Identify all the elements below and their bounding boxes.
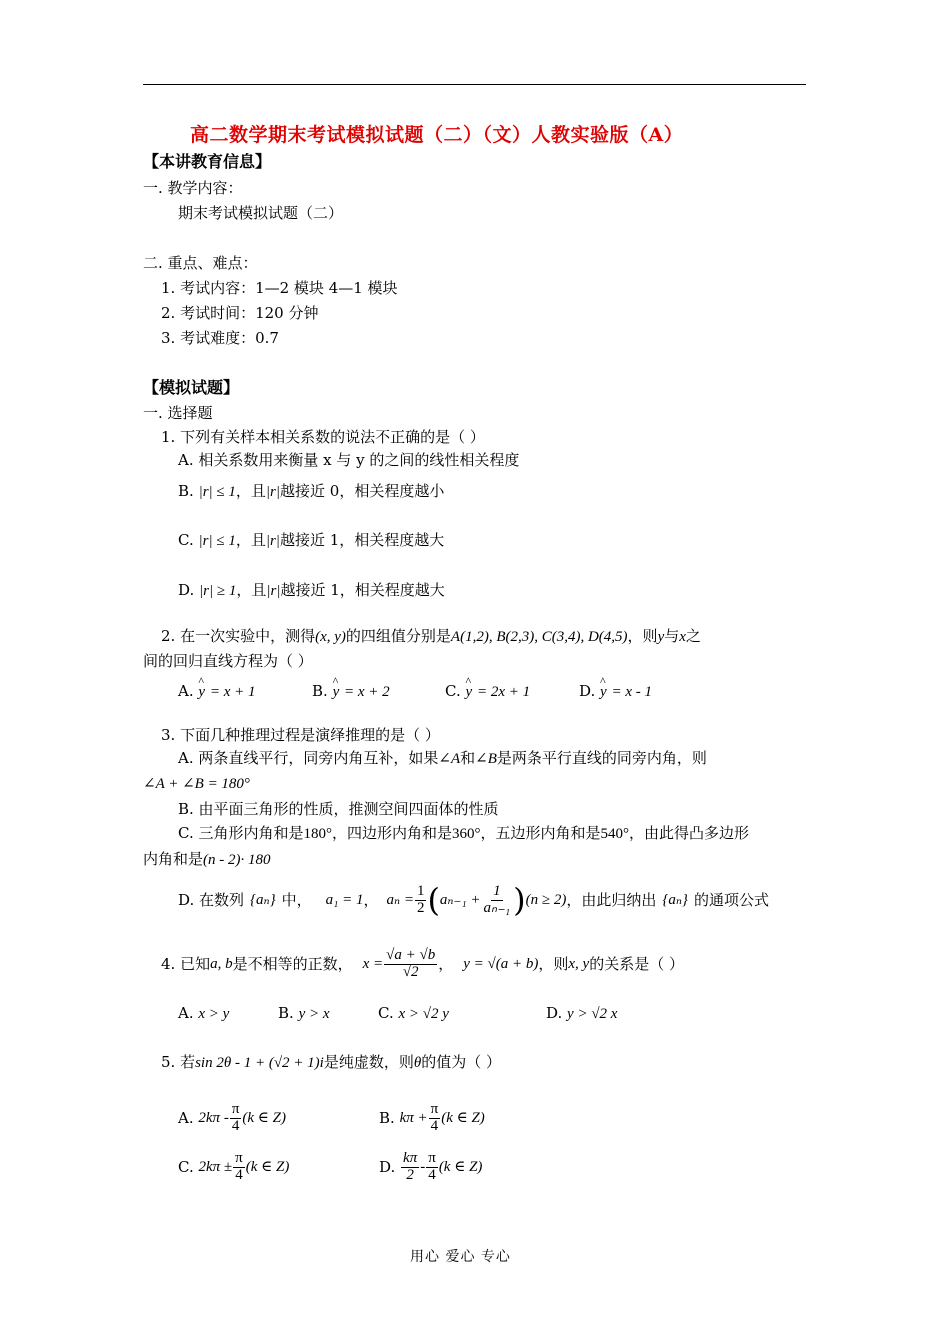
q2-option-a: A. ^ y = x + 1 <box>178 682 256 701</box>
info-heading: 【本讲教育信息】 <box>143 152 272 171</box>
q2-option-d: D. ^ y = x - 1 <box>579 682 652 701</box>
q1-option-b: B. |r| ≤ 1，且|r|越接近 0，相关程度越小 <box>178 482 445 500</box>
q3-option-a: A. 两条直线平行，同旁内角互补，如果∠A和∠B是两条平行直线的同旁内角，则 <box>178 749 707 767</box>
section-1-heading: 一. 教学内容： <box>143 179 243 197</box>
q2-option-c: C. ^ y = 2x + 1 <box>445 682 530 701</box>
page-footer: 用心 爱心 专心 <box>410 1249 511 1265</box>
q4-stem: 4. 已知 a, b 是不相等的正数， x = $\frac{√a + √b}{√2}$ ， y = √(a + b) ，则 x, y 的关系是（ ） <box>161 947 684 980</box>
q5-option-c: C. 2kπ ± $\frac{\pi}{4}$ (k ∈ Z) <box>178 1150 290 1183</box>
q3-option-d: D. 在数列 {aₙ} 中， a₁ = 1 ， aₙ = $\frac{1}{2}$ ( aₙ₋₁ + $\frac{1}{\text{aₙ₋₁}}$ ) (n ≥ 2) ，由此归纳出 {aₙ} 的通项公式 <box>178 881 769 920</box>
q1-stem: 1. 下列有关样本相关系数的说法不正确的是（ ） <box>161 428 485 446</box>
document-title: 高二数学期末考试模拟试题（二）（文）人教实验版（A） <box>190 124 684 146</box>
q1-option-d: D. |r| ≥ 1，且|r|越接近 1，相关程度越大 <box>178 581 445 599</box>
exam-heading: 【模拟试题】 <box>143 378 240 397</box>
header-rule <box>143 84 806 85</box>
q5-option-b: B. kπ + $\frac{\pi}{4}$ (k ∈ Z) <box>379 1101 485 1134</box>
q2-stem: 2. 在一次实验中，测得(x, y)的四组值分别是A(1,2), B(2,3), C(3,4), D(4,5)，则y与x之 <box>161 627 701 645</box>
q5-option-a: A. 2kπ - $\frac{\pi}{4}$ (k ∈ Z) <box>178 1101 286 1134</box>
section-1-content: 期末考试模拟试题（二） <box>178 204 344 222</box>
q2-option-b: B. ^ y = x + 2 <box>312 682 390 701</box>
q2-stem-line-2: 间的回归直线方程为（ ） <box>143 652 313 670</box>
section-2-heading: 二. 重点、难点： <box>143 254 258 272</box>
q1-option-a: A. 相关系数用来衡量 x 与 y 的之间的线性相关程度 <box>178 451 520 469</box>
section-2-item: 2. 考试时间：120 分钟 <box>161 304 319 322</box>
q3-option-c: C. 三角形内角和是180°，四边形内角和是360°，五边形内角和是540°，由此得凸多边形 <box>178 824 750 842</box>
section-2-item: 3. 考试难度：0.7 <box>161 329 279 347</box>
choice-heading: 一. 选择题 <box>143 404 213 422</box>
q5-stem: 5. 若sin 2θ - 1 + (√2 + 1)i是纯虚数，则θ的值为（ ） <box>161 1053 502 1071</box>
q3-option-c-line-2: 内角和是(n - 2)· 180 <box>143 850 271 868</box>
q5-option-d: D. $\frac{k\pi}{2}$ - $\frac{\pi}{4}$ (k ∈ Z) <box>379 1150 483 1183</box>
q4-option-b: B. y > x <box>278 1004 330 1022</box>
section-2-item: 1. 考试内容：1—2 模块 4—1 模块 <box>161 279 398 297</box>
q3-option-b: B. 由平面三角形的性质，推测空间四面体的性质 <box>178 800 499 818</box>
q3-stem: 3. 下面几种推理过程是演绎推理的是（ ） <box>161 726 440 744</box>
q4-option-d: D. y > √2 x <box>546 1004 618 1022</box>
q4-option-a: A. x > y <box>178 1004 230 1022</box>
q3-option-a-line-2: ∠A + ∠B = 180° <box>143 776 250 792</box>
q1-option-c: C. |r| ≤ 1，且|r|越接近 1，相关程度越大 <box>178 531 445 549</box>
q4-option-c: C. x > √2 y <box>378 1004 449 1022</box>
